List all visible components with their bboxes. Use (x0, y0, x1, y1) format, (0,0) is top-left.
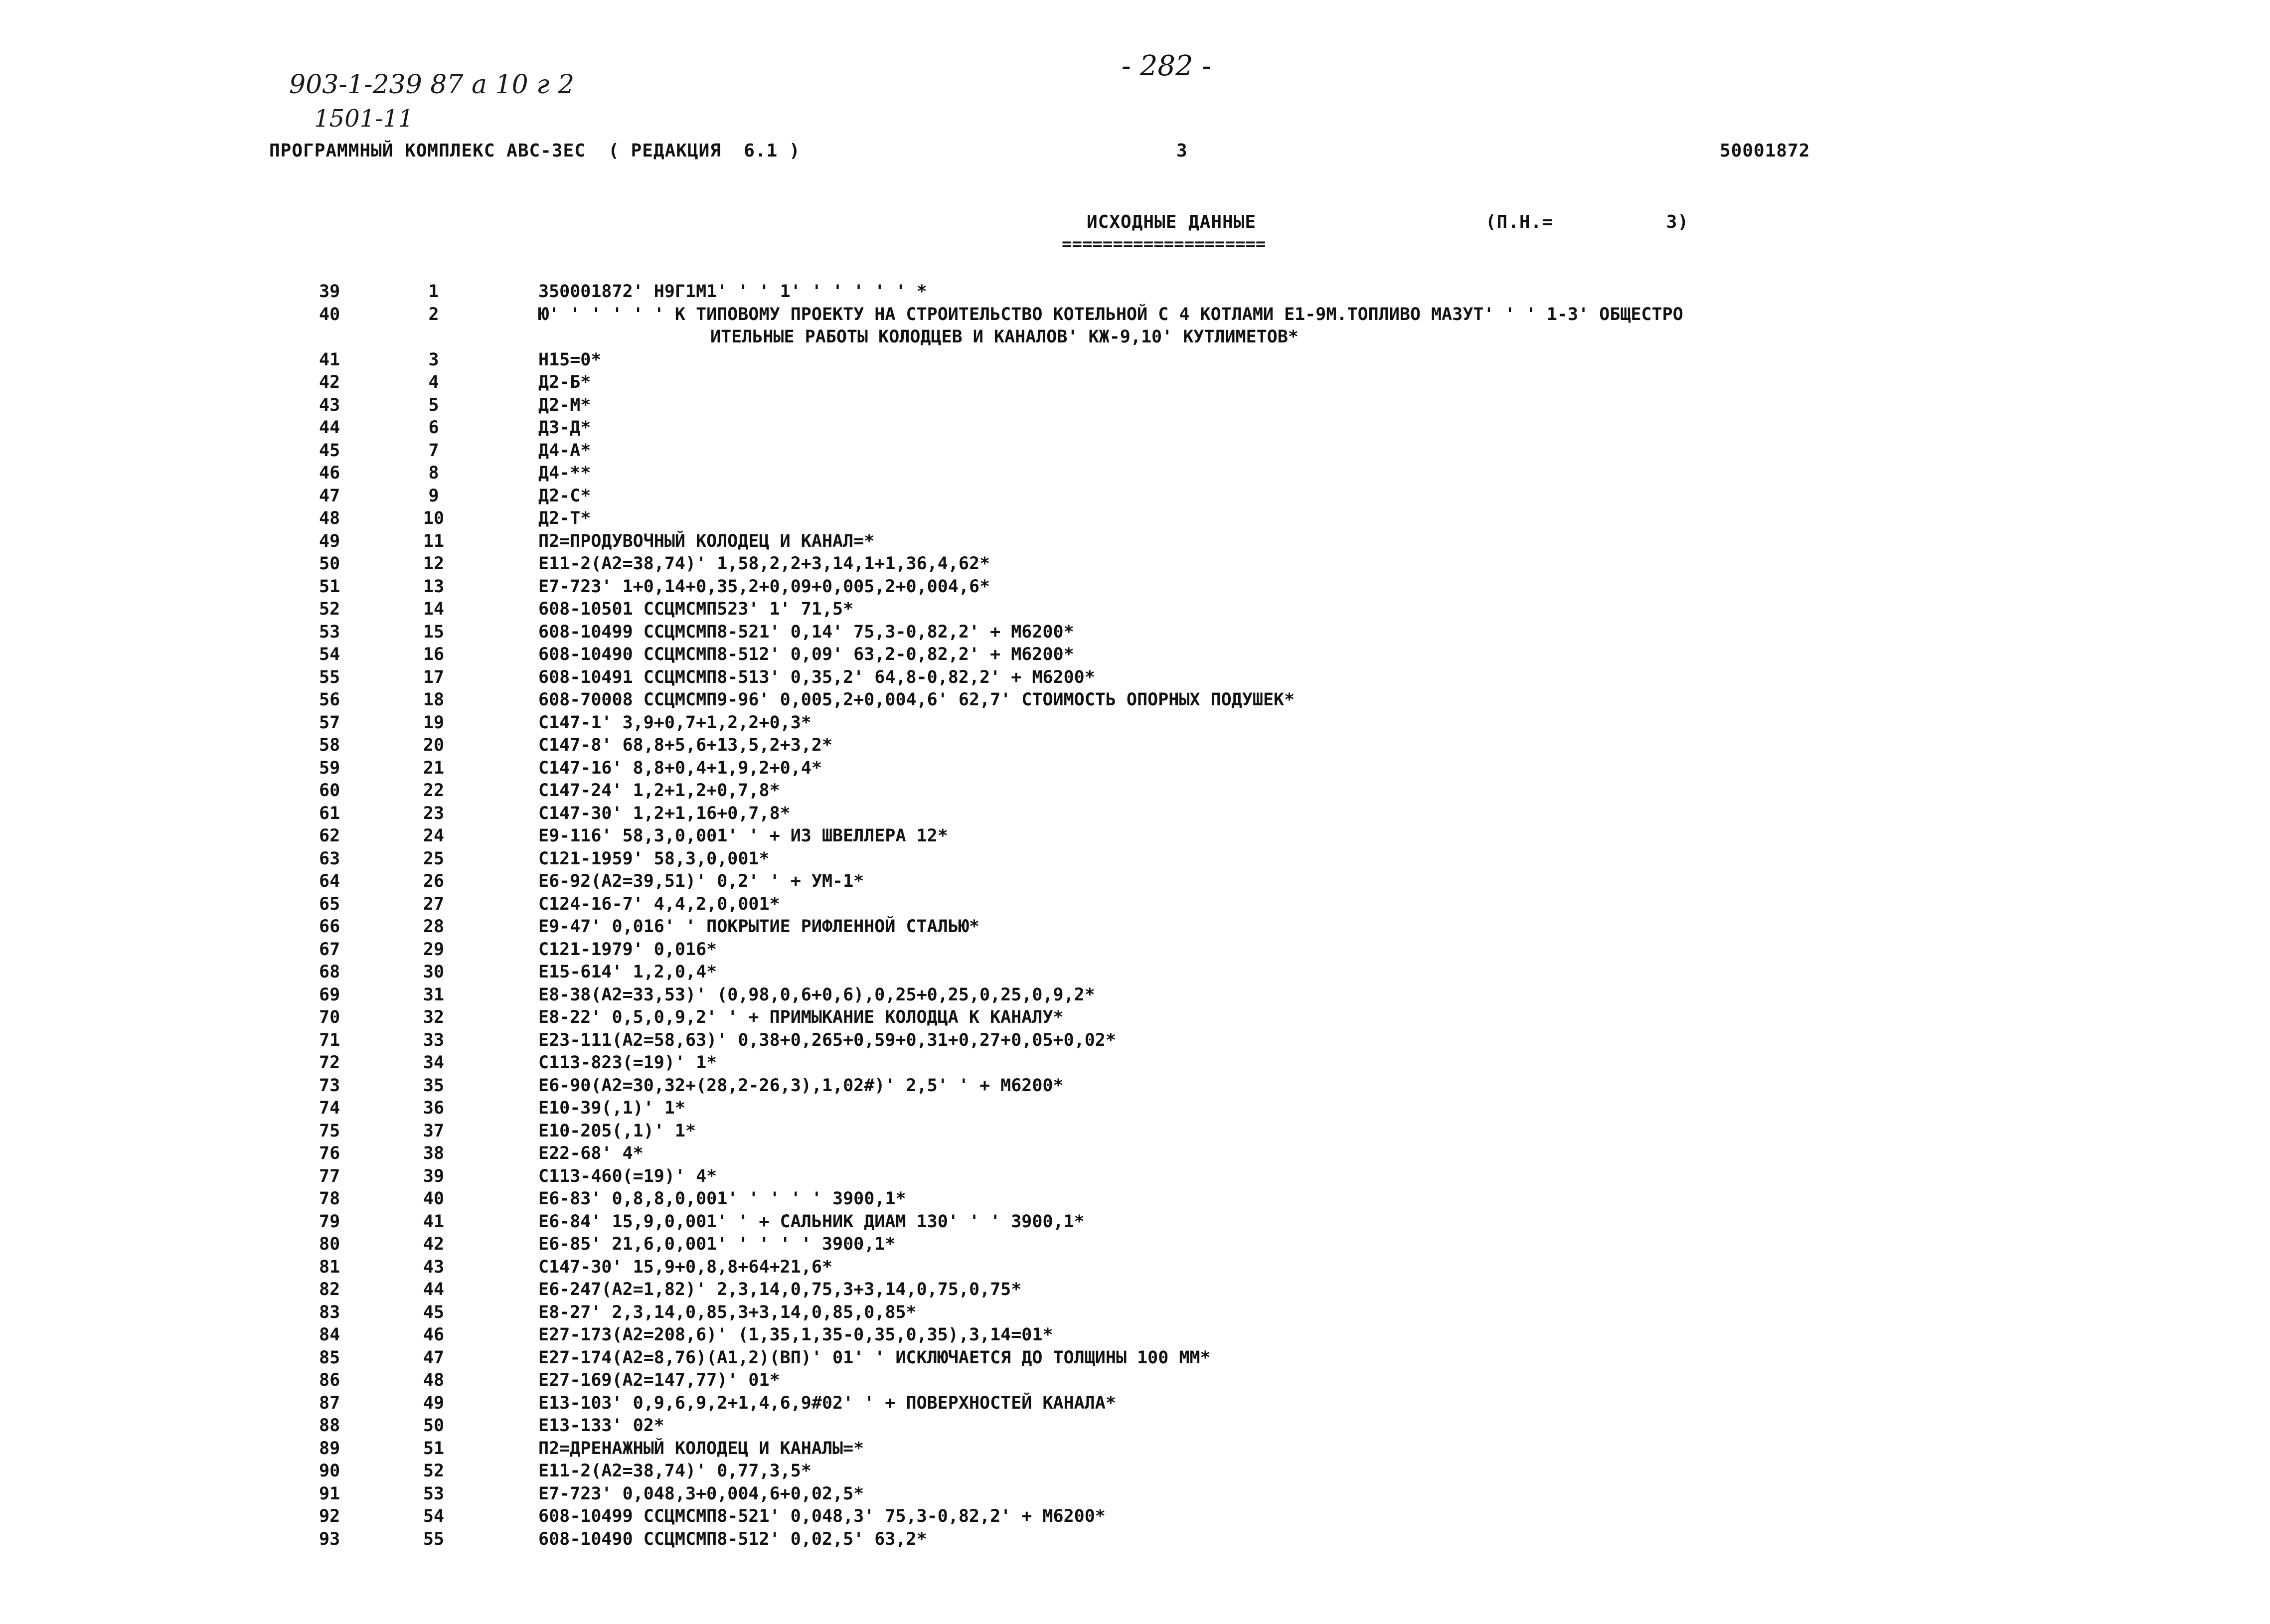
row-record-number: 41 (423, 1211, 445, 1232)
row-line-number: 43 (319, 395, 340, 415)
row-record-number: 15 (423, 622, 445, 642)
row-line-number: 80 (319, 1234, 340, 1254)
listing-row (0, 1528, 2270, 1551)
row-record-text: Е22-68' 4* (538, 1143, 644, 1163)
row-record-number: 31 (423, 984, 445, 1005)
row-record-number: 35 (423, 1075, 445, 1096)
row-line-number: 66 (319, 917, 340, 937)
listing-row (0, 712, 2270, 735)
row-line-number: 68 (319, 962, 340, 982)
row-record-text: Е7-723' 1+0,14+0,35,2+0,09+0,005,2+0,004,6* (538, 576, 990, 597)
listing-row (0, 1324, 2270, 1347)
row-record-text: Е13-133' 02* (538, 1416, 664, 1436)
row-record-number: 22 (423, 781, 445, 801)
row-record-number: 30 (423, 962, 445, 982)
row-record-number: 26 (423, 871, 445, 891)
row-record-text: 350001872' Н9Г1М1' ' ' 1' ' ' ' ' ' * (538, 282, 927, 302)
row-record-text: Е6-92(А2=39,51)' 0,2' ' + УМ-1* (538, 871, 864, 891)
listing-row (0, 553, 2270, 576)
listing-row (0, 803, 2270, 825)
row-record-text: С147-1' 3,9+0,7+1,2,2+0,3* (538, 712, 811, 733)
handwritten-ref: 1501-11 (314, 105, 414, 133)
listing-row (0, 371, 2270, 394)
listing-row (0, 1165, 2270, 1188)
listing-row (0, 530, 2270, 553)
row-record-number: 45 (423, 1302, 445, 1322)
listing-row (0, 1052, 2270, 1075)
listing-row (0, 644, 2270, 666)
section-title: ИСХОДНЫЕ ДАННЫЕ (1087, 212, 1257, 232)
listing-row (0, 507, 2270, 530)
listing-row (0, 1029, 2270, 1052)
row-record-number: 29 (423, 939, 445, 960)
row-record-text: С147-24' 1,2+1,2+0,7,8* (538, 781, 780, 801)
row-record-number: 50 (423, 1416, 445, 1436)
row-line-number: 69 (319, 984, 340, 1005)
listing-row (0, 304, 2270, 326)
row-record-number: 14 (423, 599, 445, 619)
row-line-number: 46 (319, 463, 340, 483)
row-line-number: 60 (319, 781, 340, 801)
row-line-number: 85 (319, 1347, 340, 1368)
row-record-text: 608-10499 ССЦМСМП8-521' 0,14' 75,3-0,82,2' + М6200* (538, 622, 1074, 642)
row-line-number: 39 (319, 282, 340, 302)
row-line-number: 49 (319, 531, 340, 551)
row-line-number: 93 (319, 1529, 340, 1549)
row-record-number: 2 (428, 304, 439, 325)
row-record-text: Д3-Д* (538, 418, 591, 438)
row-record-text: Е27-173(А2=208,6)' (1,35,1,35-0,35,0,35),3,14=01* (538, 1325, 1053, 1345)
row-line-number: 57 (319, 712, 340, 733)
listing-row (0, 757, 2270, 780)
row-line-number: 42 (319, 372, 340, 392)
listing-row (0, 417, 2270, 440)
listing-row (0, 598, 2270, 621)
document-code: 50001872 (1720, 141, 1810, 161)
listing-row (0, 440, 2270, 463)
row-line-number: 53 (319, 622, 340, 642)
listing-row (0, 1347, 2270, 1370)
listing-row (0, 1392, 2270, 1415)
listing-row (0, 1505, 2270, 1528)
listing-row (0, 848, 2270, 871)
row-line-number: 56 (319, 690, 340, 710)
listing-row (0, 870, 2270, 893)
row-record-number: 20 (423, 735, 445, 755)
row-line-number: 70 (319, 1007, 340, 1027)
row-line-number: 59 (319, 758, 340, 778)
row-record-number: 53 (423, 1483, 445, 1504)
row-record-number: 49 (423, 1393, 445, 1413)
row-record-number: 9 (428, 486, 439, 506)
row-record-text: С147-30' 15,9+0,8,8+64+21,6* (538, 1257, 833, 1277)
listing-row (0, 1142, 2270, 1165)
row-record-text: С124-16-7' 4,4,2,0,001* (538, 894, 780, 914)
row-record-number: 13 (423, 576, 445, 597)
row-line-number: 83 (319, 1302, 340, 1322)
row-record-number: 39 (423, 1166, 445, 1186)
row-record-number: 33 (423, 1030, 445, 1050)
listing-row (0, 1075, 2270, 1098)
row-record-number: 7 (428, 440, 439, 461)
row-record-text: Е13-103' 0,9,6,9,2+1,4,6,9#02' ' + ПОВЕРХНОСТЕЙ КАНАЛА* (538, 1393, 1116, 1413)
row-record-text: Е8-38(А2=33,53)' (0,98,0,6+0,6),0,25+0,25,0,25,0,9,2* (538, 984, 1095, 1005)
row-record-number: 55 (423, 1529, 445, 1549)
listing-row (0, 1188, 2270, 1211)
row-record-number: 4 (428, 372, 439, 392)
row-record-text: Е8-22' 0,5,0,9,2' ' + ПРИМЫКАНИЕ КОЛОДЦА К КАНАЛУ* (538, 1007, 1064, 1027)
listing-row (0, 916, 2270, 939)
row-line-number: 62 (319, 826, 340, 846)
row-record-number: 42 (423, 1234, 445, 1254)
row-record-text: П2=ПРОДУВОЧНЫЙ КОЛОДЕЦ И КАНАЛ=* (538, 531, 875, 551)
row-line-number: 51 (319, 576, 340, 597)
row-record-number: 43 (423, 1257, 445, 1277)
listing-row (0, 825, 2270, 848)
listing-row (0, 485, 2270, 508)
row-record-text: Д2-Т* (538, 508, 591, 528)
row-record-number: 5 (428, 395, 439, 415)
listing-row (0, 621, 2270, 644)
row-record-text: Д4-А* (538, 440, 591, 461)
row-line-number: 54 (319, 645, 340, 664)
row-line-number: 72 (319, 1053, 340, 1073)
row-record-number: 46 (423, 1325, 445, 1345)
row-line-number: 90 (319, 1461, 340, 1481)
data-listing (0, 281, 2270, 1551)
row-record-number: 24 (423, 826, 445, 846)
row-record-number: 25 (423, 848, 445, 869)
listing-row (0, 281, 2270, 304)
listing-row (0, 734, 2270, 757)
listing-row (0, 689, 2270, 712)
row-record-text: Е8-27' 2,3,14,0,85,3+3,14,0,85,0,85* (538, 1302, 917, 1322)
row-record-number: 8 (428, 463, 439, 483)
row-line-number: 41 (319, 349, 340, 370)
row-record-text: Д2-Б* (538, 372, 591, 392)
row-record-text: С147-16' 8,8+0,4+1,9,2+0,4* (538, 758, 822, 778)
row-record-text: Е27-169(А2=147,77)' 01* (538, 1370, 780, 1390)
row-record-number: 52 (423, 1461, 445, 1481)
sheet-number: 3 (1176, 141, 1188, 161)
row-record-text: Е27-174(А2=8,76)(А1,2)(ВП)' 01' ' ИСКЛЮЧАЕТСЯ ДО ТОЛЩИНЫ 100 ММ* (538, 1347, 1211, 1368)
row-line-number: 40 (319, 304, 340, 325)
row-record-text: Е10-205(,1)' 1* (538, 1121, 696, 1141)
row-line-number: 63 (319, 848, 340, 869)
row-record-number: 34 (423, 1053, 445, 1073)
listing-row (0, 893, 2270, 916)
row-line-number: 76 (319, 1143, 340, 1163)
row-line-number: 82 (319, 1280, 340, 1299)
row-record-text: Е10-39(,1)' 1* (538, 1098, 686, 1118)
listing-row (0, 961, 2270, 984)
listing-row (0, 326, 2270, 349)
row-record-number: 27 (423, 894, 445, 914)
row-line-number: 88 (319, 1416, 340, 1436)
listing-row (0, 1415, 2270, 1438)
row-line-number: 58 (319, 735, 340, 755)
row-line-number: 73 (319, 1075, 340, 1096)
row-record-number: 12 (423, 554, 445, 574)
row-line-number: 84 (319, 1325, 340, 1345)
row-record-number: 37 (423, 1121, 445, 1141)
row-record-number: 18 (423, 690, 445, 710)
row-record-text: 608-10491 ССЦМСМП8-513' 0,35,2' 64,8-0,82,2' + М6200* (538, 667, 1095, 687)
listing-row (0, 1006, 2270, 1029)
row-record-text: С113-823(=19)' 1* (538, 1053, 717, 1073)
row-record-number: 23 (423, 803, 445, 823)
row-record-text: Е9-116' 58,3,0,001' ' + ИЗ ШВЕЛЛЕРА 12* (538, 826, 948, 846)
row-record-text: Н15=0* (538, 349, 602, 370)
row-record-number: 48 (423, 1370, 445, 1390)
row-line-number: 86 (319, 1370, 340, 1390)
row-record-text: Е23-111(А2=58,63)' 0,38+0,265+0,59+0,31+0,27+0,05+0,02* (538, 1030, 1116, 1050)
row-record-text: С147-8' 68,8+5,6+13,5,2+3,2* (538, 735, 833, 755)
row-line-number: 48 (319, 508, 340, 528)
listing-row (0, 984, 2270, 1007)
row-line-number: 47 (319, 486, 340, 506)
listing-row (0, 394, 2270, 417)
row-line-number: 78 (319, 1189, 340, 1209)
section-page-label: (П.Н.= 3) (1485, 212, 1689, 232)
row-line-number: 50 (319, 554, 340, 574)
row-record-text: 608-10501 ССЦМСМП523' 1' 71,5* (538, 599, 854, 619)
row-record-text: С147-30' 1,2+1,16+0,7,8* (538, 803, 791, 823)
row-line-number: 79 (319, 1211, 340, 1232)
row-line-number: 91 (319, 1483, 340, 1504)
section-underline: ==================== (1062, 234, 1266, 254)
row-record-number: 21 (423, 758, 445, 778)
row-line-number: 61 (319, 803, 340, 823)
row-record-text: Е11-2(А2=38,74)' 0,77,3,5* (538, 1461, 811, 1481)
row-line-number: 44 (319, 418, 340, 438)
row-record-text: Е11-2(А2=38,74)' 1,58,2,2+3,14,1+1,36,4,62* (538, 554, 990, 574)
row-record-number: 3 (428, 349, 439, 370)
listing-row (0, 1256, 2270, 1279)
row-line-number: 45 (319, 440, 340, 461)
row-record-number: 19 (423, 712, 445, 733)
row-record-text: Е9-47' 0,016' ' ПОКРЫТИЕ РИФЛЕННОЙ СТАЛЬЮ* (538, 917, 980, 937)
row-record-number: 28 (423, 917, 445, 937)
listing-row (0, 1369, 2270, 1392)
row-record-text: Д2-М* (538, 395, 591, 415)
row-line-number: 92 (319, 1506, 340, 1526)
row-record-number: 11 (423, 531, 445, 551)
listing-row (0, 1120, 2270, 1143)
row-line-number: 81 (319, 1257, 340, 1277)
row-record-text: 608-10490 ССЦМСМП8-512' 0,09' 63,2-0,82,2' + М6200* (538, 645, 1074, 664)
row-record-text: С121-1979' 0,016* (538, 939, 717, 960)
row-record-number: 47 (423, 1347, 445, 1368)
row-record-number: 36 (423, 1098, 445, 1118)
row-line-number: 55 (319, 667, 340, 687)
listing-row (0, 780, 2270, 803)
row-record-text: П2=ДРЕНАЖНЫЙ КОЛОДЕЦ И КАНАЛЫ=* (538, 1438, 864, 1459)
row-record-text: Е6-85' 21,6,0,001' ' ' ' ' 3900,1* (538, 1234, 896, 1254)
page-number: - 282 - (1122, 50, 1212, 82)
row-record-text: 608-10490 ССЦМСМП8-512' 0,02,5' 63,2* (538, 1529, 927, 1549)
row-record-number: 6 (428, 418, 439, 438)
handwritten-doc-code: 903-1-239 87 а 10 г 2 (289, 70, 575, 100)
row-record-text: 608-70008 ССЦМСМП9-96' 0,005,2+0,004,6' 62,7' СТОИМОСТЬ ОПОРНЫХ ПОДУШЕК* (538, 690, 1295, 710)
row-line-number: 74 (319, 1098, 340, 1118)
row-record-text: Д4-** (538, 463, 591, 483)
row-record-text: Е6-84' 15,9,0,001' ' + САЛЬНИК ДИАМ 130' ' ' 3900,1* (538, 1211, 1085, 1232)
row-record-number: 38 (423, 1143, 445, 1163)
row-record-text: ИТЕЛЬНЫЕ РАБОТЫ КОЛОДЦЕВ И КАНАЛОВ' КЖ-9,10' КУТЛИМЕТОВ* (710, 327, 1299, 347)
row-record-number: 10 (423, 508, 445, 528)
row-record-number: 40 (423, 1189, 445, 1209)
row-line-number: 71 (319, 1030, 340, 1050)
row-line-number: 65 (319, 894, 340, 914)
row-line-number: 87 (319, 1393, 340, 1413)
row-record-text: Е6-247(А2=1,82)' 2,3,14,0,75,3+3,14,0,75,0,75* (538, 1280, 1022, 1299)
row-line-number: 52 (319, 599, 340, 619)
listing-row (0, 1279, 2270, 1301)
listing-row (0, 1301, 2270, 1324)
row-record-text: С121-1959' 58,3,0,001* (538, 848, 770, 869)
row-line-number: 89 (319, 1438, 340, 1459)
row-record-text: Е6-90(А2=30,32+(28,2-26,3),1,02#)' 2,5' ' + М6200* (538, 1075, 1064, 1096)
row-line-number: 64 (319, 871, 340, 891)
row-record-text: Д2-С* (538, 486, 591, 506)
listing-row (0, 349, 2270, 372)
listing-row (0, 666, 2270, 689)
row-line-number: 75 (319, 1121, 340, 1141)
row-record-number: 16 (423, 645, 445, 664)
listing-row (0, 1211, 2270, 1234)
row-record-text: С113-460(=19)' 4* (538, 1166, 717, 1186)
row-record-number: 1 (428, 282, 439, 302)
listing-row (0, 1438, 2270, 1461)
row-line-number: 77 (319, 1166, 340, 1186)
row-record-text: Е7-723' 0,048,3+0,004,6+0,02,5* (538, 1483, 864, 1504)
row-record-text: Ю' ' ' ' ' ' К ТИПОВОМУ ПРОЕКТУ НА СТРОИТЕЛЬСТВО КОТЕЛЬНОЙ С 4 КОТЛАМИ Е1-9М.ТОПЛИВО МАЗУТ' ' ' 1-3' ОБЩЕСТРО (538, 304, 1683, 325)
row-record-number: 32 (423, 1007, 445, 1027)
listing-row (0, 462, 2270, 485)
listing-row (0, 939, 2270, 962)
program-title: ПРОГРАММНЫЙ КОМПЛЕКС АВС-3ЕС ( РЕДАКЦИЯ 6.1 ) (269, 141, 801, 161)
listing-row (0, 1460, 2270, 1483)
row-record-number: 54 (423, 1506, 445, 1526)
row-record-number: 17 (423, 667, 445, 687)
row-record-text: 608-10499 ССЦМСМП8-521' 0,048,3' 75,3-0,82,2' + М6200* (538, 1506, 1106, 1526)
listing-row (0, 1097, 2270, 1120)
row-line-number: 67 (319, 939, 340, 960)
listing-row (0, 576, 2270, 599)
row-record-text: Е6-83' 0,8,8,0,001' ' ' ' ' 3900,1* (538, 1189, 906, 1209)
row-record-number: 44 (423, 1280, 445, 1299)
row-record-number: 51 (423, 1438, 445, 1459)
listing-row (0, 1233, 2270, 1256)
listing-row (0, 1483, 2270, 1506)
row-record-text: Е15-614' 1,2,0,4* (538, 962, 717, 982)
